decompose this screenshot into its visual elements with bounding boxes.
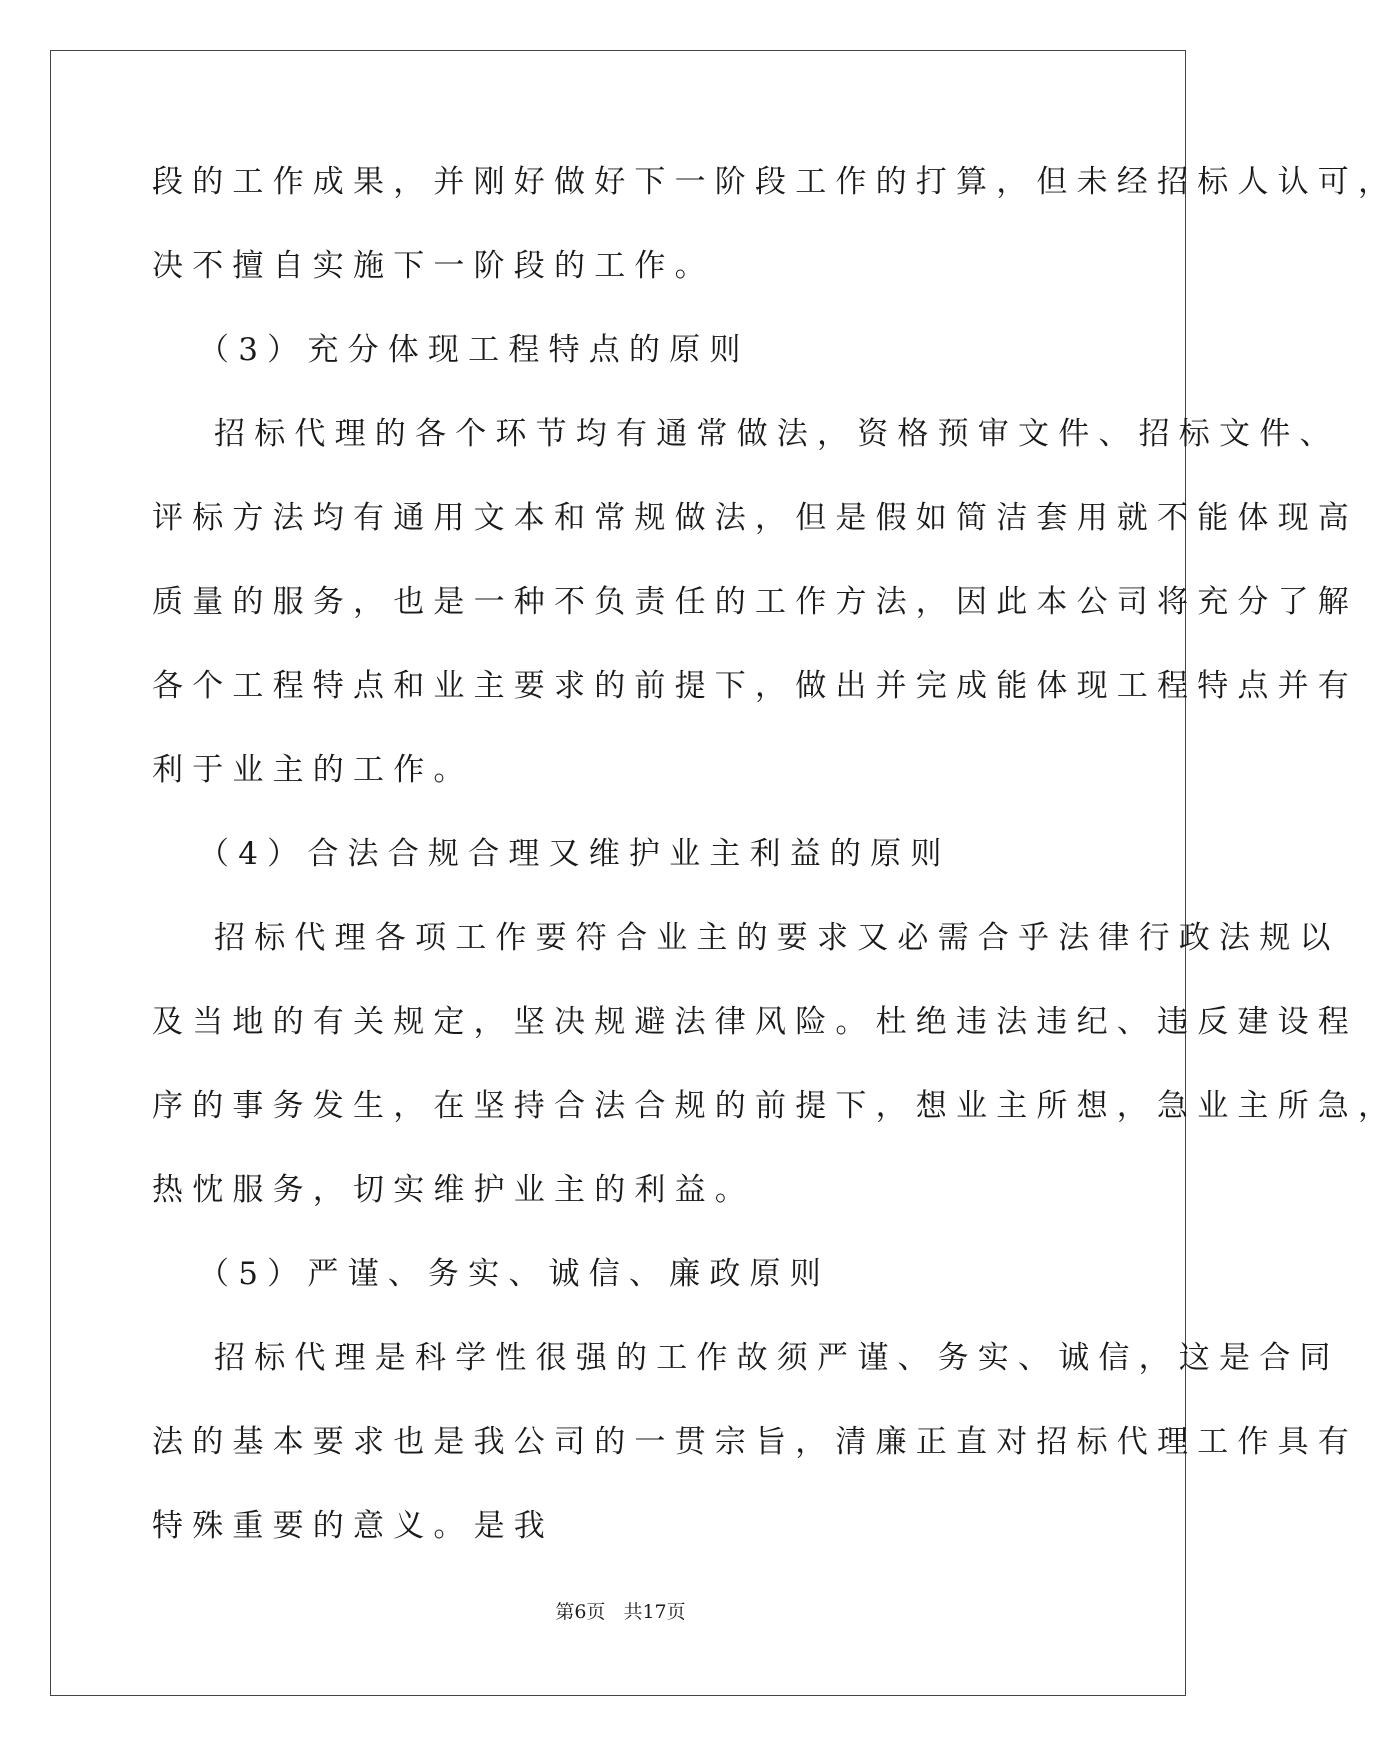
text-line: 各个工程特点和业主要求的前提下，做出并完成能体现工程特点并有 xyxy=(152,668,1358,704)
document-body xyxy=(152,160,1398,1588)
paragraph-first-line: 招标代理各项工作要符合业主的要求又必需合乎法律行政法规以 xyxy=(214,920,1340,956)
text-line: 质量的服务，也是一种不负责任的工作方法，因此本公司将充分了解 xyxy=(152,584,1358,620)
text-line: 序的事务发生，在坚持合法合规的前提下，想业主所想，急业主所急， xyxy=(152,1088,1398,1124)
text-line: 段的工作成果，并刚好做好下一阶段工作的打算，但未经招标人认可， xyxy=(152,164,1398,200)
paragraph-first-line: 招标代理的各个环节均有通常做法，资格预审文件、招标文件、 xyxy=(214,416,1340,452)
section-heading: （3）充分体现工程特点的原则 xyxy=(198,332,750,368)
text-line: 决不擅自实施下一阶段的工作。 xyxy=(152,248,715,284)
text-line: 评标方法均有通用文本和常规做法，但是假如简洁套用就不能体现高 xyxy=(152,500,1358,536)
page-footer xyxy=(0,1600,1241,1624)
section-heading: （5）严谨、务实、诚信、廉政原则 xyxy=(198,1256,830,1292)
text-line: 利于业主的工作。 xyxy=(152,752,474,788)
text-line: 法的基本要求也是我公司的一贯宗旨，清廉正直对招标代理工作具有 xyxy=(152,1424,1358,1460)
paragraph-first-line: 招标代理是科学性很强的工作故须严谨、务实、诚信，这是合同 xyxy=(214,1340,1340,1376)
total-pages: 共17页 xyxy=(623,1601,686,1623)
page-number: 第6页 xyxy=(555,1601,606,1623)
text-line: 热忱服务，切实维护业主的利益。 xyxy=(152,1172,755,1208)
text-line: 特殊重要的意义。是我 xyxy=(152,1508,554,1544)
section-heading: （4）合法合规合理又维护业主利益的原则 xyxy=(198,836,951,872)
text-line: 及当地的有关规定，坚决规避法律风险。杜绝违法违纪、违反建设程 xyxy=(152,1004,1358,1040)
